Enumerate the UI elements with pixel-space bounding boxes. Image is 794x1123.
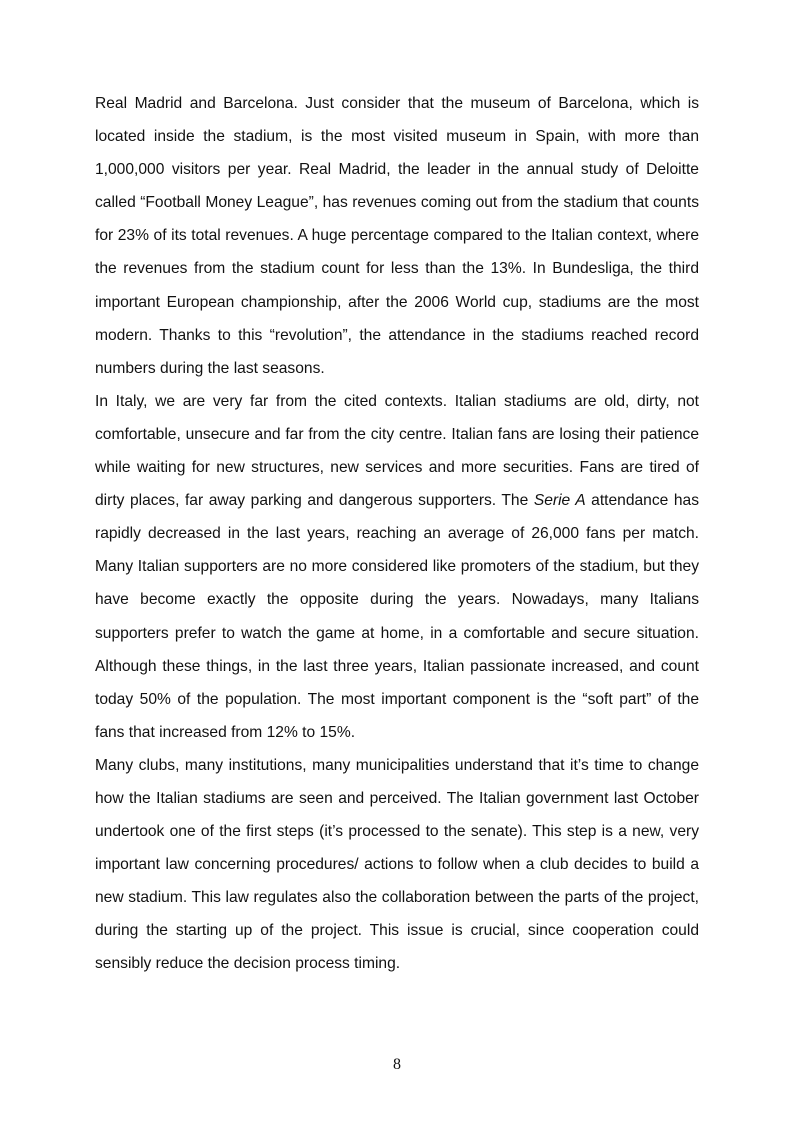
page-number: 8 — [393, 1056, 401, 1073]
paragraph: Real Madrid and Barcelona. Just consider that the museum of Barcelona, which is located inside the stadium, is the most visited museum in Spain, with more than 1,000,000 visitors per year. Real Madrid, the leader in the annual study of Deloitte called “Football Money League”, has revenues coming out from the stadium that counts for 23% of its total revenues. A huge percentage compared to the Italian context, where the revenues from the stadium count for less than the 13%. In Bundesliga, the third important European championship, after the 2006 World cup, stadiums are the most modern. Thanks to this “revolution”, the attendance in the stadiums reached record numbers during the last seasons. — [95, 95, 699, 377]
paragraph: Many clubs, many institutions, many municipalities understand that it’s time to change how the Italian stadiums are seen and perceived. The Italian government last October undertook one of the first steps (it’s processed to the senate). This step is a new, very important law concerning procedures/ actions to follow when a club decides to build a new stadium. This law regulates also the collaboration between the parts of the project, during the starting up of the project. This issue is crucial, since cooperation could sensibly reduce the decision process timing. — [95, 756, 699, 973]
italic-term: Serie A — [533, 492, 586, 510]
paragraph-text: attendance has rapidly decreased in the last years, reaching an average of 26,000 fans per match. Many Italian supporters are no more considered like promoters of the stadium, but they have become exactly the opposite during the years. Nowadays, many Italians supporters prefer to watch the game at home, in a comfortable and secure situation. Although these things, in the last three years, Italian passionate increased, and count today 50% of the population. The most important component is the “soft part” of the fans that increased from 12% to 15%. — [95, 492, 700, 741]
paragraph — [95, 385, 699, 749]
body-text — [95, 87, 699, 981]
paragraph-text: In Italy, we are very far from the cited contexts. Italian stadiums are old, dirty, not comfortable, unsecure and far from the city centre. Italian fans are losing their patience while waiting for new structures, new services and more securities. Fans are tired of dirty places, far away parking and dangerous supporters. The — [95, 392, 699, 510]
